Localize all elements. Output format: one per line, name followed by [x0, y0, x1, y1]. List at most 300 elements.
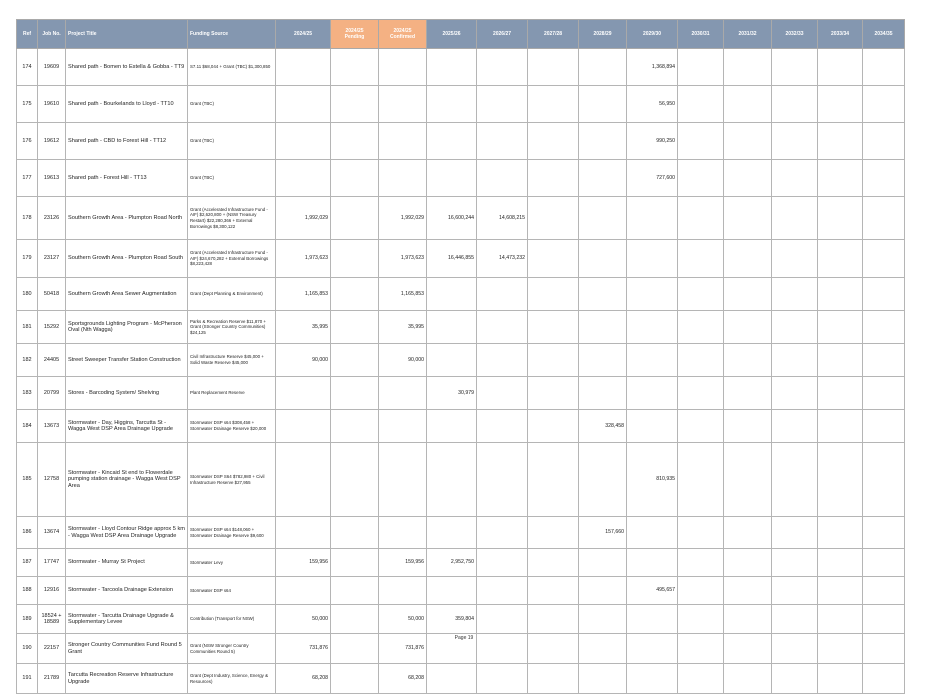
cell-amount — [818, 577, 863, 605]
cell-amount — [678, 410, 724, 443]
cell-amount — [379, 410, 427, 443]
cell-funding-source: Stormwater DSP S64 $782,980 + Civil Infrastructure Reserve $27,955 — [188, 443, 276, 517]
cell-amount — [331, 160, 379, 197]
table-row — [17, 344, 905, 377]
cell-amount: 159,956 — [379, 549, 427, 577]
cell-amount — [528, 664, 579, 694]
cell-amount — [579, 240, 627, 278]
cell-amount — [678, 197, 724, 240]
cell-amount — [863, 311, 905, 344]
cell-ref: 182 — [17, 344, 38, 377]
cell-ref: 178 — [17, 197, 38, 240]
table-row — [17, 664, 905, 694]
cell-job-no: 19613 — [38, 160, 66, 197]
cell-amount — [678, 577, 724, 605]
cell-amount — [427, 443, 477, 517]
cell-ref: 175 — [17, 86, 38, 123]
cell-amount — [477, 664, 528, 694]
cell-amount — [863, 344, 905, 377]
cell-job-no: 21789 — [38, 664, 66, 694]
cell-amount — [331, 410, 379, 443]
cell-amount — [276, 410, 331, 443]
cell-amount — [772, 577, 818, 605]
cell-amount — [724, 197, 772, 240]
cell-amount — [772, 664, 818, 694]
table-row — [17, 443, 905, 517]
page-number: Page 19 — [454, 635, 474, 641]
cell-amount — [528, 517, 579, 549]
cell-amount — [331, 517, 379, 549]
cell-ref: 187 — [17, 549, 38, 577]
cell-amount — [627, 605, 678, 634]
cell-amount — [579, 377, 627, 410]
cell-ref: 186 — [17, 517, 38, 549]
cell-amount: 35,995 — [276, 311, 331, 344]
cell-amount — [863, 605, 905, 634]
cell-amount — [477, 344, 528, 377]
table-row — [17, 577, 905, 605]
header-2024-25-confirmed — [379, 20, 427, 49]
cell-amount — [772, 549, 818, 577]
cell-amount — [818, 443, 863, 517]
cell-amount — [477, 311, 528, 344]
cell-amount — [331, 664, 379, 694]
table-row — [17, 160, 905, 197]
cell-amount — [863, 517, 905, 549]
cell-amount: 68,208 — [379, 664, 427, 694]
cell-amount: 159,956 — [276, 549, 331, 577]
table-header-row — [17, 20, 905, 49]
cell-job-no: 23127 — [38, 240, 66, 278]
cell-ref: 189 — [17, 605, 38, 634]
cell-ref: 190 — [17, 634, 38, 664]
cell-amount — [678, 160, 724, 197]
cell-amount — [331, 377, 379, 410]
cell-amount: 359,804 — [427, 605, 477, 634]
cell-project-title: Stores - Barcoding System/ Shelving — [66, 377, 188, 410]
cell-amount: 90,000 — [276, 344, 331, 377]
cell-amount: 810,935 — [627, 443, 678, 517]
cell-amount: 157,660 — [579, 517, 627, 549]
cell-amount: 68,208 — [276, 664, 331, 694]
cell-project-title: Southern Growth Area - Plumpton Road North — [66, 197, 188, 240]
table-row — [17, 240, 905, 278]
cell-job-no: 15292 — [38, 311, 66, 344]
cell-ref: 174 — [17, 49, 38, 86]
cell-ref: 184 — [17, 410, 38, 443]
cell-funding-source: Grant (Dept Industry, Science, Energy & Resources) — [188, 664, 276, 694]
cell-funding-source: Grant (Accelerated Infrastructure Fund - AIF) $24,670,282 + External Borrowings $8,223,428 — [188, 240, 276, 278]
cell-job-no: 12916 — [38, 577, 66, 605]
cell-amount: 2,952,750 — [427, 549, 477, 577]
cell-project-title: Sportsgrounds Lighting Program - McPherson Oval (Nth Wagga) — [66, 311, 188, 344]
cell-amount — [331, 577, 379, 605]
table-row — [17, 605, 905, 634]
table-row — [17, 549, 905, 577]
cell-amount — [772, 197, 818, 240]
cell-amount — [678, 49, 724, 86]
cell-amount — [528, 240, 579, 278]
cell-amount — [579, 278, 627, 311]
cell-job-no: 19610 — [38, 86, 66, 123]
cell-amount — [331, 123, 379, 160]
cell-project-title: Southern Growth Area Sewer Augmentation — [66, 278, 188, 311]
cell-amount — [818, 605, 863, 634]
header-2027-28: 2027/28 — [528, 20, 579, 49]
cell-amount — [579, 664, 627, 694]
cell-ref: 188 — [17, 577, 38, 605]
cell-amount — [477, 123, 528, 160]
cell-amount — [528, 577, 579, 605]
cell-amount — [724, 278, 772, 311]
cell-amount — [427, 517, 477, 549]
cell-amount — [528, 123, 579, 160]
cell-amount — [379, 123, 427, 160]
cell-amount — [818, 123, 863, 160]
cell-funding-source: Grant (NSW Stronger Country Communities Round 5) — [188, 634, 276, 664]
cell-amount — [276, 123, 331, 160]
table-row — [17, 86, 905, 123]
cell-funding-source: Grant (TBC) — [188, 123, 276, 160]
cell-job-no: 20799 — [38, 377, 66, 410]
cell-amount — [477, 577, 528, 605]
cell-amount — [379, 377, 427, 410]
cell-amount — [477, 86, 528, 123]
capital-works-table — [16, 19, 905, 694]
cell-amount — [528, 549, 579, 577]
cell-amount — [379, 160, 427, 197]
cell-amount: 90,000 — [379, 344, 427, 377]
header-2024-25: 2024/25 — [276, 20, 331, 49]
cell-amount — [579, 86, 627, 123]
cell-amount — [724, 517, 772, 549]
cell-amount — [678, 344, 724, 377]
cell-amount — [818, 86, 863, 123]
cell-amount — [528, 197, 579, 240]
header-funding-source: Funding Source — [188, 20, 276, 49]
cell-amount — [331, 344, 379, 377]
cell-ref: 180 — [17, 278, 38, 311]
header-job-no: Job No. — [38, 20, 66, 49]
cell-amount — [579, 577, 627, 605]
cell-amount — [331, 605, 379, 634]
cell-amount: 1,973,623 — [276, 240, 331, 278]
cell-ref: 177 — [17, 160, 38, 197]
cell-project-title: Shared path - CBD to Forest Hill - TT12 — [66, 123, 188, 160]
header-2031-32: 2031/32 — [724, 20, 772, 49]
cell-amount — [276, 160, 331, 197]
cell-amount: 16,600,244 — [427, 197, 477, 240]
cell-job-no: 13673 — [38, 410, 66, 443]
cell-amount: 56,950 — [627, 86, 678, 123]
cell-amount — [528, 443, 579, 517]
cell-amount: 30,979 — [427, 377, 477, 410]
header-2026-27: 2026/27 — [477, 20, 528, 49]
header-2032-33: 2032/33 — [772, 20, 818, 49]
cell-amount: 1,973,623 — [379, 240, 427, 278]
header-2024-25-confirmed-year: 2024/25 — [393, 28, 412, 34]
cell-job-no: 23126 — [38, 197, 66, 240]
cell-amount — [528, 86, 579, 123]
cell-amount — [772, 443, 818, 517]
cell-amount — [579, 160, 627, 197]
cell-funding-source: Grant (Dept Planning & Environment) — [188, 278, 276, 311]
cell-amount — [678, 278, 724, 311]
cell-amount — [427, 160, 477, 197]
cell-funding-source: Stormwater DSP s64 $308,458 + Stormwater Drainage Reserve $20,000 — [188, 410, 276, 443]
cell-amount — [678, 443, 724, 517]
cell-amount — [627, 664, 678, 694]
cell-project-title: Shared path - Bomen to Estella & Gobba - TT9 — [66, 49, 188, 86]
cell-amount — [678, 123, 724, 160]
cell-amount — [863, 664, 905, 694]
cell-amount — [331, 240, 379, 278]
cell-amount — [863, 577, 905, 605]
cell-amount — [579, 49, 627, 86]
cell-funding-source: Stormwater DSP s64 — [188, 577, 276, 605]
cell-amount — [477, 160, 528, 197]
cell-amount — [379, 443, 427, 517]
cell-job-no: 19612 — [38, 123, 66, 160]
cell-project-title: Stormwater - Tarcoola Drainage Extension — [66, 577, 188, 605]
cell-amount — [579, 549, 627, 577]
cell-amount — [276, 517, 331, 549]
cell-amount — [818, 240, 863, 278]
cell-amount — [724, 123, 772, 160]
cell-amount: 14,608,215 — [477, 197, 528, 240]
cell-amount — [331, 311, 379, 344]
cell-amount — [724, 160, 772, 197]
cell-amount — [818, 311, 863, 344]
cell-amount — [818, 664, 863, 694]
cell-amount — [331, 49, 379, 86]
cell-amount — [772, 278, 818, 311]
cell-amount — [276, 377, 331, 410]
cell-amount — [818, 549, 863, 577]
cell-amount — [627, 278, 678, 311]
cell-project-title: Shared path - Bourkelands to Lloyd - TT10 — [66, 86, 188, 123]
cell-project-title: Shared path - Forest Hill - TT13 — [66, 160, 188, 197]
cell-amount — [579, 197, 627, 240]
cell-amount — [427, 278, 477, 311]
cell-amount — [678, 664, 724, 694]
header-2024-25-pending-label: Pending — [344, 34, 365, 40]
cell-ref: 185 — [17, 443, 38, 517]
cell-job-no: 50418 — [38, 278, 66, 311]
header-2024-25-confirmed-label: Confirmed — [390, 34, 415, 40]
cell-amount — [627, 517, 678, 549]
cell-funding-source: Parks & Recreation Reserve $11,870 + Grant (Stronger Country Communities) $24,125 — [188, 311, 276, 344]
cell-job-no: 18524 + 18589 — [38, 605, 66, 634]
table-row — [17, 311, 905, 344]
cell-amount — [528, 278, 579, 311]
cell-amount — [772, 517, 818, 549]
header-project-title: Project Title — [66, 20, 188, 49]
cell-amount: 50,000 — [276, 605, 331, 634]
header-2028-29: 2028/29 — [579, 20, 627, 49]
cell-amount — [863, 160, 905, 197]
cell-amount — [772, 311, 818, 344]
cell-job-no: 24405 — [38, 344, 66, 377]
cell-amount: 50,000 — [379, 605, 427, 634]
cell-amount — [818, 160, 863, 197]
cell-amount — [276, 86, 331, 123]
cell-amount: 731,876 — [276, 634, 331, 664]
cell-amount — [772, 86, 818, 123]
table-row — [17, 278, 905, 311]
cell-ref: 191 — [17, 664, 38, 694]
cell-amount — [427, 410, 477, 443]
cell-funding-source: Grant (TBC) — [188, 86, 276, 123]
cell-amount — [477, 49, 528, 86]
cell-ref: 179 — [17, 240, 38, 278]
table-row — [17, 410, 905, 443]
cell-amount — [724, 664, 772, 694]
cell-amount — [379, 49, 427, 86]
cell-amount — [331, 549, 379, 577]
cell-job-no: 17747 — [38, 549, 66, 577]
cell-amount — [772, 240, 818, 278]
cell-amount — [331, 278, 379, 311]
cell-amount — [863, 197, 905, 240]
cell-amount — [863, 86, 905, 123]
cell-amount: 1,992,029 — [379, 197, 427, 240]
cell-project-title: Southern Growth Area - Plumpton Road South — [66, 240, 188, 278]
header-2029-30: 2029/30 — [627, 20, 678, 49]
cell-amount — [528, 311, 579, 344]
cell-amount — [528, 410, 579, 443]
cell-amount — [528, 160, 579, 197]
cell-project-title: Stormwater - Lloyd Contour Ridge approx 5 km - Wagga West DSP Area Drainage Upgrade — [66, 517, 188, 549]
cell-amount — [627, 344, 678, 377]
table-row — [17, 197, 905, 240]
cell-amount — [863, 549, 905, 577]
cell-amount — [528, 49, 579, 86]
cell-amount — [477, 443, 528, 517]
table-row — [17, 377, 905, 410]
cell-amount — [818, 197, 863, 240]
cell-amount — [627, 549, 678, 577]
cell-amount — [379, 577, 427, 605]
cell-amount — [863, 49, 905, 86]
cell-amount — [528, 377, 579, 410]
cell-amount — [427, 577, 477, 605]
cell-job-no: 22157 — [38, 634, 66, 664]
table-body — [17, 49, 905, 694]
cell-amount — [627, 410, 678, 443]
cell-amount — [627, 377, 678, 410]
cell-amount: 328,458 — [579, 410, 627, 443]
cell-amount — [477, 549, 528, 577]
cell-amount — [477, 410, 528, 443]
cell-amount — [863, 123, 905, 160]
cell-funding-source: Grant (TBC) — [188, 160, 276, 197]
header-2024-25-pending-year: 2024/25 — [345, 28, 364, 34]
cell-project-title: Stormwater - Murray St Project — [66, 549, 188, 577]
cell-amount — [477, 517, 528, 549]
header-2025-26: 2025/26 — [427, 20, 477, 49]
cell-funding-source: Plant Replacement Reserve — [188, 377, 276, 410]
cell-project-title: Stronger Country Communities Fund Round 5 Grant — [66, 634, 188, 664]
cell-amount: 1,165,853 — [379, 278, 427, 311]
cell-ref: 181 — [17, 311, 38, 344]
cell-funding-source: Civil Infrastructure Reserve $45,000 + Solid Waste Reserve $45,000 — [188, 344, 276, 377]
cell-amount — [427, 86, 477, 123]
cell-amount — [724, 605, 772, 634]
cell-job-no: 19609 — [38, 49, 66, 86]
cell-amount — [818, 344, 863, 377]
cell-amount — [276, 49, 331, 86]
cell-amount — [528, 605, 579, 634]
cell-amount — [724, 49, 772, 86]
cell-amount — [276, 443, 331, 517]
cell-amount — [477, 278, 528, 311]
cell-amount — [427, 344, 477, 377]
cell-amount — [579, 311, 627, 344]
cell-amount — [772, 344, 818, 377]
cell-amount — [818, 49, 863, 86]
cell-amount — [724, 577, 772, 605]
cell-amount — [863, 377, 905, 410]
cell-amount: 35,995 — [379, 311, 427, 344]
header-2034-35: 2034/35 — [863, 20, 905, 49]
cell-funding-source: Grant (Accelerated Infrastructure Fund - AIF) $2,620,800 + (NSW Treasury Restart) $22,280,366 + External Borrowings $8,300,122 — [188, 197, 276, 240]
cell-funding-source: Stormwater DSP s64 $148,060 + Stormwater Drainage Reserve $9,600 — [188, 517, 276, 549]
cell-project-title: Stormwater - Day, Higgins, Tarcutta St - Wagga West DSP Area Drainage Upgrade — [66, 410, 188, 443]
cell-amount — [772, 49, 818, 86]
cell-amount — [678, 377, 724, 410]
cell-amount — [772, 160, 818, 197]
cell-amount — [276, 577, 331, 605]
cell-amount — [724, 377, 772, 410]
cell-amount — [818, 278, 863, 311]
cell-amount — [772, 410, 818, 443]
cell-amount — [579, 605, 627, 634]
cell-amount — [724, 86, 772, 123]
cell-project-title: Stormwater - Kincaid St end to Flowerdale pumping station drainage - Wagga West DSP Area — [66, 443, 188, 517]
cell-amount — [427, 49, 477, 86]
cell-amount — [427, 123, 477, 160]
cell-amount — [678, 240, 724, 278]
cell-amount: 16,446,855 — [427, 240, 477, 278]
header-2033-34: 2033/34 — [818, 20, 863, 49]
cell-amount — [331, 443, 379, 517]
cell-amount — [331, 197, 379, 240]
cell-project-title: Tarcutta Recreation Reserve Infrastructure Upgrade — [66, 664, 188, 694]
cell-ref: 176 — [17, 123, 38, 160]
cell-amount — [427, 664, 477, 694]
cell-amount — [678, 517, 724, 549]
cell-amount — [724, 344, 772, 377]
cell-amount: 1,368,894 — [627, 49, 678, 86]
cell-amount: 731,876 — [379, 634, 427, 664]
cell-amount — [772, 123, 818, 160]
cell-amount — [678, 605, 724, 634]
table-row — [17, 517, 905, 549]
cell-amount — [477, 605, 528, 634]
cell-amount: 727,600 — [627, 160, 678, 197]
cell-job-no: 12758 — [38, 443, 66, 517]
cell-amount — [772, 377, 818, 410]
capital-works-table-container — [16, 19, 904, 694]
cell-amount — [724, 443, 772, 517]
cell-amount — [863, 410, 905, 443]
header-2030-31: 2030/31 — [678, 20, 724, 49]
cell-funding-source: Stormwater Levy — [188, 549, 276, 577]
cell-project-title: Stormwater - Tarcutta Drainage Upgrade & Supplementary Levee — [66, 605, 188, 634]
cell-amount — [579, 123, 627, 160]
cell-amount — [818, 377, 863, 410]
